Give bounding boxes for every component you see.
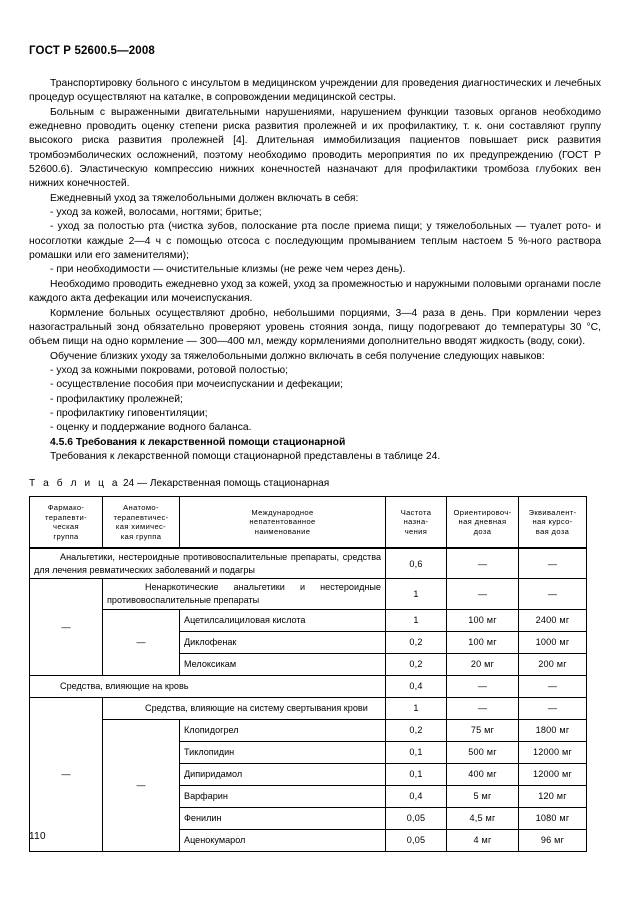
cell-frequency: 0,2: [386, 631, 447, 653]
list-item-enemas: - при необходимости — очистительные клизмы (не реже чем через день).: [50, 264, 406, 276]
cell-daily-dose: 400 мг: [447, 763, 519, 785]
table-body: [30, 548, 587, 851]
header-line: наименование: [254, 527, 311, 537]
col-header-atc-group: [103, 497, 180, 549]
cell-frequency: 1: [386, 579, 447, 609]
cell-course-dose: —: [519, 697, 587, 719]
table-row: [30, 609, 587, 631]
cell-daily-dose: 4,5 мг: [447, 807, 519, 829]
cell-daily-dose: 4 мг: [447, 829, 519, 851]
paragraph-feeding: Кормление больных осуществляют дробно, небольшими порциями, 3—4 раза в день. При кормлении через назогастральный зонд обязательно проверяют уровень стояния зонда, пищу подогревают до температуры 30 °С, объем пищи на одно кормление — 300—400 мл, между кормлениями дополнительно вводят жидкость (воду, соки).: [29, 307, 601, 348]
cell-course-dose: 1080 мг: [519, 807, 587, 829]
cell-course-dose: 12000 мг: [519, 741, 587, 763]
cell-pharmacotherapeutic-group: —: [30, 579, 103, 675]
cell-daily-dose: —: [447, 697, 519, 719]
list-item-urination-defecation: - осуществление пособия при мочеиспускании и дефекации;: [50, 379, 343, 391]
cell-daily-dose: 500 мг: [447, 741, 519, 763]
header-line: ная дневная: [458, 517, 507, 527]
cell-drug-name: Дипиридамол: [180, 763, 386, 785]
header-line: назна-: [403, 517, 429, 527]
cell-frequency: 0,1: [386, 741, 447, 763]
header-line: Эквивалент-: [528, 507, 577, 517]
cell-course-dose: 2400 мг: [519, 609, 587, 631]
cell-daily-dose: 75 мг: [447, 719, 519, 741]
paragraph-daily-care-intro: Ежедневный уход за тяжелобольными должен включать в себя:: [50, 192, 359, 204]
paragraph-section-intro: Требования к лекарственной помощи стационарной представлены в таблице 24.: [50, 450, 441, 462]
header-line: кая химичес-: [115, 522, 167, 532]
cell-frequency: 0,2: [386, 653, 447, 675]
paragraph-relatives-training: Обучение близких уходу за тяжелобольными должно включать в себя получение следующих навыков:: [50, 350, 545, 362]
list-item-hypoventilation-prevention: - профилактику гиповентиляции;: [50, 407, 208, 419]
header-line: непатентованное: [249, 517, 316, 527]
cell-drug-name: Ацетилсалициловая кислота: [180, 609, 386, 631]
running-header-standard-number: ГОСТ Р 52600.5—2008: [29, 45, 155, 57]
cell-course-dose: —: [519, 548, 587, 579]
cell-course-dose: 1800 мг: [519, 719, 587, 741]
cell-pharmacotherapeutic-group: —: [30, 697, 103, 851]
page-number: 110: [29, 831, 46, 842]
header-line: Ориентировоч-: [453, 507, 512, 517]
cell-frequency: 1: [386, 697, 447, 719]
cell-drug-name: Варфарин: [180, 785, 386, 807]
page-content: [29, 0, 601, 852]
header-line: чения: [404, 527, 428, 537]
header-line: терапевтичес-: [113, 512, 169, 522]
cell-course-dose: 12000 мг: [519, 763, 587, 785]
paragraph-perineal-care: Необходимо проводить ежедневно уход за кожей, уход за промежностью и наружными половыми органами после каждого акта дефекации или мочеиспускания.: [29, 278, 601, 305]
cell-drug-name: Мелоксикам: [180, 653, 386, 675]
cell-drug-name: Клопидогрел: [180, 719, 386, 741]
cell-frequency: 0,4: [386, 785, 447, 807]
cell-daily-dose: 20 мг: [447, 653, 519, 675]
table-caption-number: 24: [122, 478, 135, 490]
header-line: ческая: [53, 522, 79, 532]
cell-daily-dose: 100 мг: [447, 631, 519, 653]
cell-drug-name: Аценокумарол: [180, 829, 386, 851]
cell-subgroup-name: Ненаркотические анальгетики и нестероидные противовоспалительные препараты: [103, 579, 386, 609]
table-caption-title: Лекарственная помощь стационарная: [149, 478, 330, 490]
drug-therapy-table: [29, 496, 587, 851]
col-header-course-dose: [519, 497, 587, 549]
list-item-skin-oral: - уход за кожными покровами, ротовой полостью;: [50, 364, 289, 376]
col-header-pharmacotherapeutic-group: [30, 497, 103, 549]
table-row: [30, 579, 587, 609]
table-header-row-group: [30, 497, 587, 549]
cell-course-dose: —: [519, 579, 587, 609]
section-heading-4-5-6: 4.5.6 Требования к лекарственной помощи стационарной: [50, 436, 346, 448]
cell-frequency: 1: [386, 609, 447, 631]
cell-frequency: 0,05: [386, 807, 447, 829]
list-item-water-balance: - оценку и поддержание водного баланса.: [50, 422, 252, 434]
col-header-daily-dose: [447, 497, 519, 549]
cell-drug-name: Тиклопидин: [180, 741, 386, 763]
col-header-frequency: [386, 497, 447, 549]
list-item-oral-care: - уход за полостью рта (чистка зубов, полоскание рта после приема пищи; у тяжелобольных — туалет рото- и носоглотки каждые 2—4 ч с помощью отсоса с последующим промыванием теплым настоем 5 %-ного раствора ромашки или его заменителями);: [29, 221, 601, 262]
header-line: Фармако-: [47, 503, 85, 513]
cell-drug-name: Фенилин: [180, 807, 386, 829]
list-item-bedsore-prevention: - профилактику пролежней;: [50, 393, 183, 405]
cell-course-dose: 1000 мг: [519, 631, 587, 653]
cell-group-name: Анальгетики, нестероидные противовоспалительные препараты, средства для лечения ревматических заболеваний и подагры: [30, 548, 386, 579]
header-line: ная курсо-: [532, 517, 573, 527]
cell-daily-dose: 100 мг: [447, 609, 519, 631]
table-row: [30, 719, 587, 741]
cell-atc-group: —: [103, 719, 180, 851]
header-line: Анатомо-: [123, 503, 159, 513]
cell-group-name: Средства, влияющие на кровь: [30, 675, 386, 697]
cell-daily-dose: —: [447, 579, 519, 609]
header-line: вая доза: [535, 527, 570, 537]
cell-frequency: 0,05: [386, 829, 447, 851]
header-line: доза: [473, 527, 492, 537]
cell-frequency: 0,1: [386, 763, 447, 785]
cell-daily-dose: —: [447, 548, 519, 579]
cell-subgroup-name: Средства, влияющие на систему свертывания крови: [103, 697, 386, 719]
header-line: Частота: [400, 507, 432, 517]
cell-course-dose: —: [519, 675, 587, 697]
paragraph-transport: Транспортировку больного с инсультом в медицинском учреждении для проведения диагностических и лечебных процедур осуществляют на каталке, в сопровождении медицинской сестры.: [29, 78, 601, 104]
table-caption-dash: —: [136, 478, 148, 490]
list-item-skin-care: - уход за кожей, волосами, ногтями; бритье;: [50, 207, 262, 219]
body-text-block: [29, 77, 601, 464]
table-caption-label: Т а б л и ц а: [29, 478, 121, 490]
header-line: кая группа: [120, 531, 162, 541]
cell-daily-dose: 5 мг: [447, 785, 519, 807]
cell-frequency: 0,4: [386, 675, 447, 697]
cell-atc-group: —: [103, 609, 180, 675]
cell-frequency: 0,6: [386, 548, 447, 579]
col-header-inn: [180, 497, 386, 549]
cell-daily-dose: —: [447, 675, 519, 697]
cell-frequency: 0,2: [386, 719, 447, 741]
table-row: [30, 697, 587, 719]
header-line: Международное: [251, 507, 314, 517]
paragraph-motor-disorders: Больным с выраженными двигательными нарушениями, нарушением функции тазовых органов необходимо ежедневно проводить оценку степени риска развития пролежней и их профилактику, т. к. они составляют группу высокого риска развития пролежней [4]. Длительная иммобилизация пациентов повышает риск развития тромбоэмболических осложнений, поэтому необходимо проводить мероприятия по их предупреждению (ГОСТ Р 52600.6). Эластическую компрессию нижних конечностей назначают для профилактики тромбоза глубоких вен нижних конечностей.: [29, 106, 601, 190]
cell-course-dose: 96 мг: [519, 829, 587, 851]
table-caption: [29, 477, 601, 490]
cell-course-dose: 200 мг: [519, 653, 587, 675]
header-line: терапевти-: [44, 512, 87, 522]
table-row: [30, 675, 587, 697]
cell-course-dose: 120 мг: [519, 785, 587, 807]
table-header-row: [30, 497, 587, 549]
cell-drug-name: Диклофенак: [180, 631, 386, 653]
header-line: группа: [53, 531, 79, 541]
table-row: [30, 548, 587, 579]
